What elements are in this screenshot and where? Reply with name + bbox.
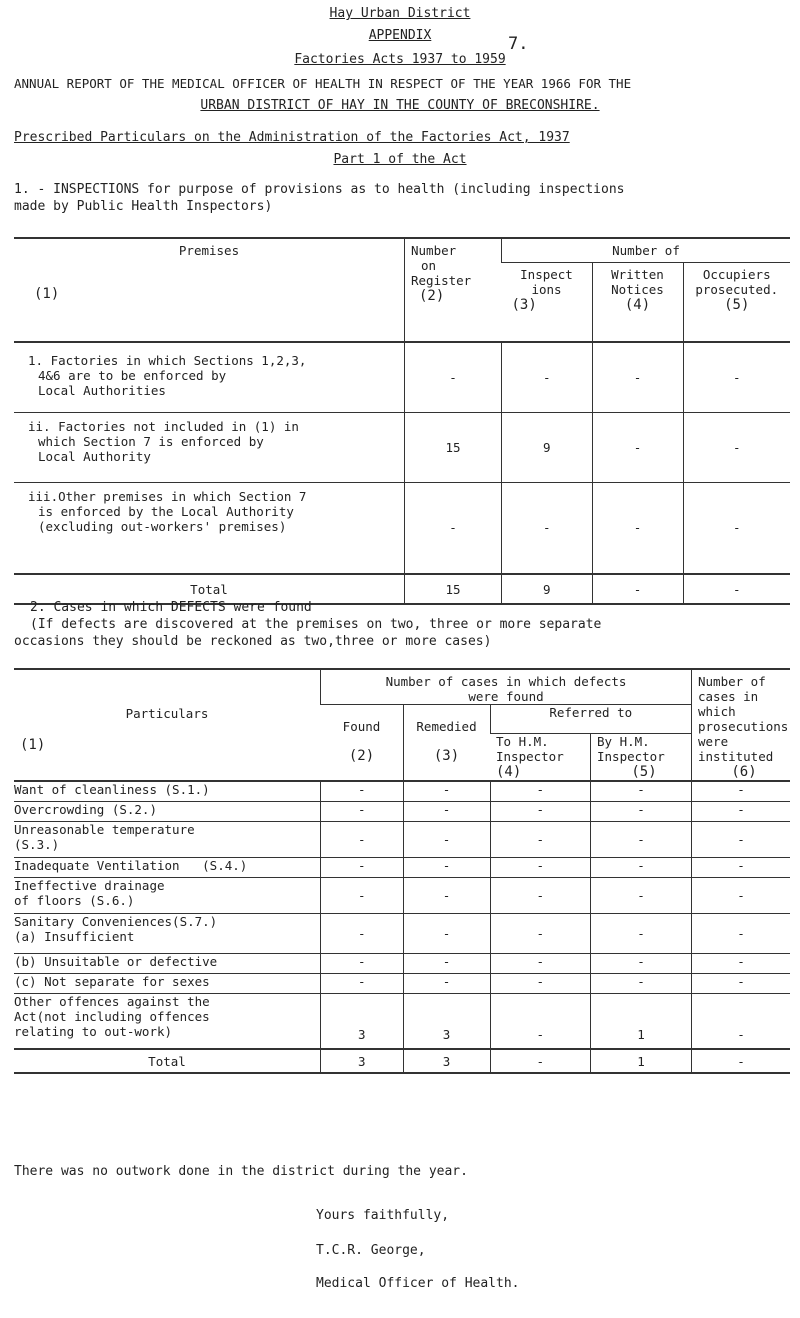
prescribed-particulars: Prescribed Particulars on the Administration of the Factories Act, 1937 [14, 130, 570, 145]
cell: - [321, 973, 404, 993]
cell: 15 [405, 412, 502, 482]
occupiers-prosecuted-header: Occupiers prosecuted. (5) [683, 262, 790, 342]
cell: - [321, 877, 404, 913]
cell: - [692, 781, 791, 801]
cell: - [692, 973, 791, 993]
cell: - [403, 973, 490, 993]
table1-row [14, 482, 790, 574]
premises-header: Premises (1) [34, 243, 240, 302]
cell: - [490, 821, 591, 857]
cell: 3 [321, 993, 404, 1049]
row-label: Unreasonable temperature (S.3.) [14, 821, 195, 852]
cell: - [692, 821, 791, 857]
remedied-header: Remedied (3) [403, 705, 490, 782]
by-hm-inspector-header: By H.M. Inspector (5) [591, 734, 692, 782]
table2-row [14, 993, 790, 1049]
section2-heading: 2. Cases in which DEFECTS were found (If defects are discovered at the premises on two, three or more separate occasions they should be reckoned as two,three or more cases) [14, 600, 602, 649]
cell: 3 [321, 1049, 404, 1073]
table2-row [14, 821, 790, 857]
found-header: Found (2) [321, 705, 404, 782]
table2-total-row [14, 1049, 790, 1073]
table2-row [14, 913, 790, 953]
signatory-name: T.C.R. George, [316, 1243, 426, 1258]
row-label: Ineffective drainage of floors (S.6.) [14, 877, 165, 908]
cell: - [683, 342, 790, 412]
cell: 15 [405, 574, 502, 604]
cell: - [683, 574, 790, 604]
table2-row [14, 973, 790, 993]
cell: - [490, 877, 591, 913]
cell: - [321, 821, 404, 857]
inspections-header: Inspect ions (3) [511, 266, 573, 313]
cell: - [403, 913, 490, 953]
table2-row [14, 877, 790, 913]
cell: - [692, 1049, 791, 1073]
cell: 1 [591, 993, 692, 1049]
row-label: Inadequate Ventilation (S.4.) [14, 857, 248, 873]
cell: - [403, 877, 490, 913]
cell: - [405, 342, 502, 412]
cell: - [321, 953, 404, 973]
cell: - [403, 857, 490, 877]
row-label: 1. Factories in which Sections 1,2,3, 4&6 are to be enforced by Local Authorities [28, 353, 307, 398]
cell: 3 [403, 1049, 490, 1073]
section1-heading: 1. - INSPECTIONS for purpose of provisions as to health (including inspections made by Public Health Inspectors) [14, 182, 625, 214]
prosecutions-header: Number of cases in which prosecutions were instituted (6) [692, 669, 791, 781]
cell: - [490, 973, 591, 993]
cell: - [490, 857, 591, 877]
cell: - [403, 801, 490, 821]
cell: - [591, 857, 692, 877]
cell: - [490, 801, 591, 821]
report-line-1: ANNUAL REPORT OF THE MEDICAL OFFICER OF HEALTH IN RESPECT OF THE YEAR 1966 FOR THE [14, 76, 632, 91]
table1-row [14, 412, 790, 482]
signatory-title: Medical Officer of Health. [316, 1276, 520, 1291]
to-hm-inspector-header: To H.M. Inspector (4) [496, 734, 564, 780]
cell: - [692, 801, 791, 821]
cell: - [692, 877, 791, 913]
row-label: ii. Factories not included in (1) in which Section 7 is enforced by Local Authority [28, 418, 299, 464]
row-label: Other offences against the Act(not including offences relating to out-work) [14, 993, 210, 1039]
row-label: iii.Other premises in which Section 7 is enforced by the Local Authority (excluding out-workers' premises) [28, 488, 307, 534]
cell: - [490, 993, 591, 1049]
defects-table [14, 668, 790, 1074]
cell: 9 [502, 412, 593, 482]
outwork-statement: There was no outwork done in the district during the year. [14, 1164, 468, 1179]
report-line-2: URBAN DISTRICT OF HAY IN THE COUNTY OF BRECONSHIRE. [200, 98, 600, 113]
cell: - [591, 877, 692, 913]
acts-title: Factories Acts 1937 to 1959 [294, 52, 506, 67]
table1-row [14, 342, 790, 412]
cell: - [591, 953, 692, 973]
cell: - [592, 412, 683, 482]
district-title: Hay Urban District [329, 6, 471, 21]
row-label: Overcrowding (S.2.) [14, 801, 157, 817]
referred-to-header: Referred to [490, 705, 692, 734]
cell: - [403, 781, 490, 801]
cell: - [592, 342, 683, 412]
number-on-register-header: Number on Register (2) [405, 238, 502, 342]
cell: - [490, 1049, 591, 1073]
total-label: Total [190, 581, 228, 597]
inspections-table [14, 237, 790, 605]
cell: - [403, 821, 490, 857]
cell: - [490, 781, 591, 801]
cell: - [321, 913, 404, 953]
table2-row [14, 781, 790, 801]
cell: - [591, 973, 692, 993]
cell: - [692, 857, 791, 877]
total-label: Total [148, 1053, 186, 1069]
cell: - [692, 993, 791, 1049]
cell: - [321, 801, 404, 821]
cell: 9 [502, 574, 593, 604]
cell: - [592, 574, 683, 604]
cell: - [692, 953, 791, 973]
cell: - [683, 412, 790, 482]
cell: - [502, 482, 593, 574]
cell: 1 [591, 1049, 692, 1073]
cell: - [490, 953, 591, 973]
row-label: (b) Unsuitable or defective [14, 953, 218, 969]
cell: - [321, 857, 404, 877]
row-label: Want of cleanliness (S.1.) [14, 782, 210, 797]
number-of-header: Number of [502, 238, 791, 262]
cell: - [692, 913, 791, 953]
cell: - [591, 913, 692, 953]
table2-row [14, 801, 790, 821]
table2-row [14, 953, 790, 973]
row-label: (c) Not separate for sexes [14, 973, 210, 989]
cell: 3 [403, 993, 490, 1049]
appendix-title: APPENDIX [368, 28, 432, 43]
cell: - [405, 482, 502, 574]
cell: - [321, 781, 404, 801]
cases-found-header: Number of cases in which defects were found [321, 669, 692, 705]
row-label: Sanitary Conveniences(S.7.) (a) Insufficient [14, 913, 218, 944]
table2-row [14, 857, 790, 877]
table1-header-row [14, 238, 790, 262]
page-number: 7. [508, 34, 529, 54]
closing: Yours faithfully, [316, 1208, 450, 1223]
cell: - [592, 482, 683, 574]
cell: - [591, 781, 692, 801]
cell: - [502, 342, 593, 412]
cell: - [490, 913, 591, 953]
cell: - [403, 953, 490, 973]
cell: - [591, 821, 692, 857]
written-notices-header: Written Notices (4) [592, 262, 683, 342]
cell: - [591, 801, 692, 821]
cell: - [683, 482, 790, 574]
particulars-header: Particulars (1) [20, 706, 209, 753]
part-title: Part 1 of the Act [333, 152, 467, 167]
